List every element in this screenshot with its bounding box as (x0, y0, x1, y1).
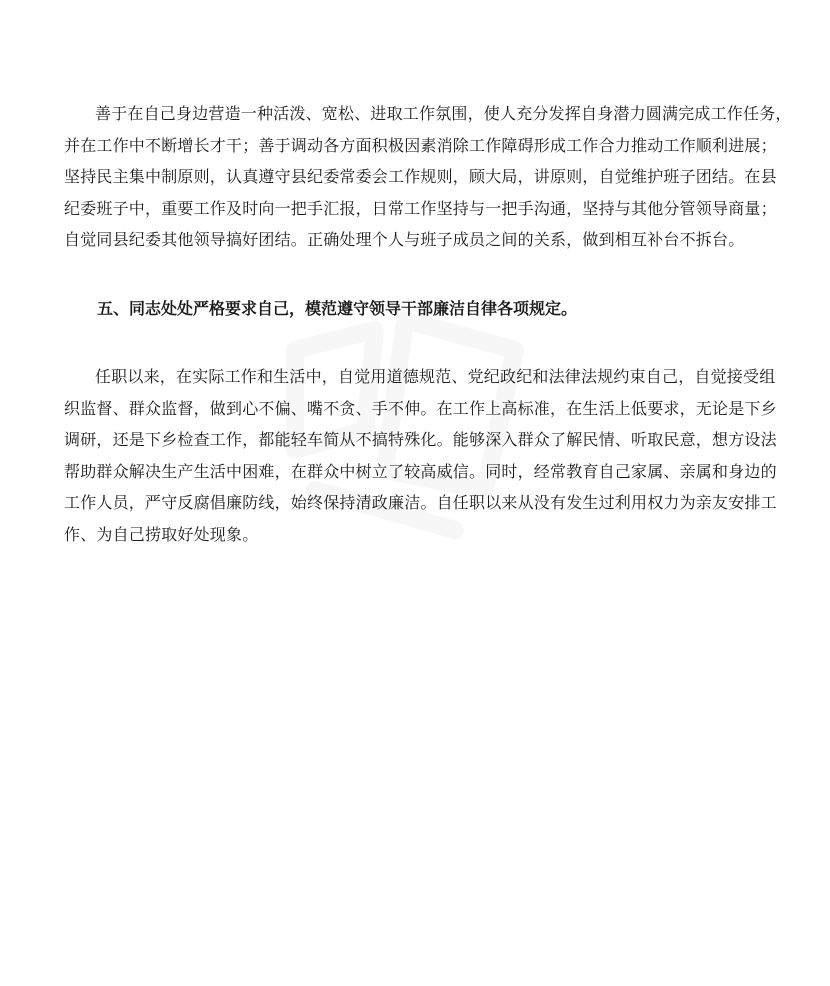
paragraph-2-line-3: 调研，还是下乡检查工作，都能轻车简从不搞特殊化。能够深入群众了解民情、听取民意，想方设法 (64, 430, 777, 449)
paragraph-1-line-2: 并在工作中不断增长才干；善于调动各方面积极因素消除工作障碍形成工作合力推动工作顺利进展； (64, 135, 777, 155)
paragraph-2-line-1: 任职以来，在实际工作和生活中，自觉用道德规范、党纪政纪和法律法规约束自己，自觉接受组 (95, 367, 776, 386)
paragraph-2-line-6: 作、为自己捞取好处现象。 (64, 524, 259, 544)
paragraph-2-line-5: 工作人员，严守反腐倡廉防线，始终保持清政廉洁。自任职以来从没有发生过利用权力为亲友安排工 (64, 493, 777, 512)
paragraph-2-line-2: 织监督、群众监督，做到心不偏、嘴不贪、手不伸。在工作上高标准，在生活上低要求，无论是下乡 (64, 398, 777, 418)
paragraph-2 (64, 361, 777, 550)
paragraph-2-line-4: 帮助群众解决生产生活中困难，在群众中树立了较高威信。同时，经常教育自己家属、亲属和身边的 (64, 461, 777, 481)
section-heading-5: 五、同志处处严格要求自己，模范遵守领导干部廉洁自律各项规定。 (97, 298, 578, 318)
paragraph-1 (64, 98, 792, 256)
document-body (64, 98, 792, 550)
paragraph-1-line-1: 善于在自己身边营造一种活泼、宽松、进取工作氛围，使人充分发挥自身潜力圆满完成工作任务， (95, 104, 792, 123)
paragraph-1-line-5: 自觉同县纪委其他领导搞好团结。正确处理个人与班子成员之间的关系，做到相互补台不拆台。 (64, 230, 745, 249)
paragraph-1-line-4: 纪委班子中，重要工作及时向一把手汇报，日常工作坚持与一把手沟通，坚持与其他分管领导商量； (64, 198, 777, 218)
paragraph-1-line-3: 坚持民主集中制原则，认真遵守县纪委常委会工作规则，顾大局，讲原则，自觉维护班子团结。在县 (64, 167, 777, 186)
